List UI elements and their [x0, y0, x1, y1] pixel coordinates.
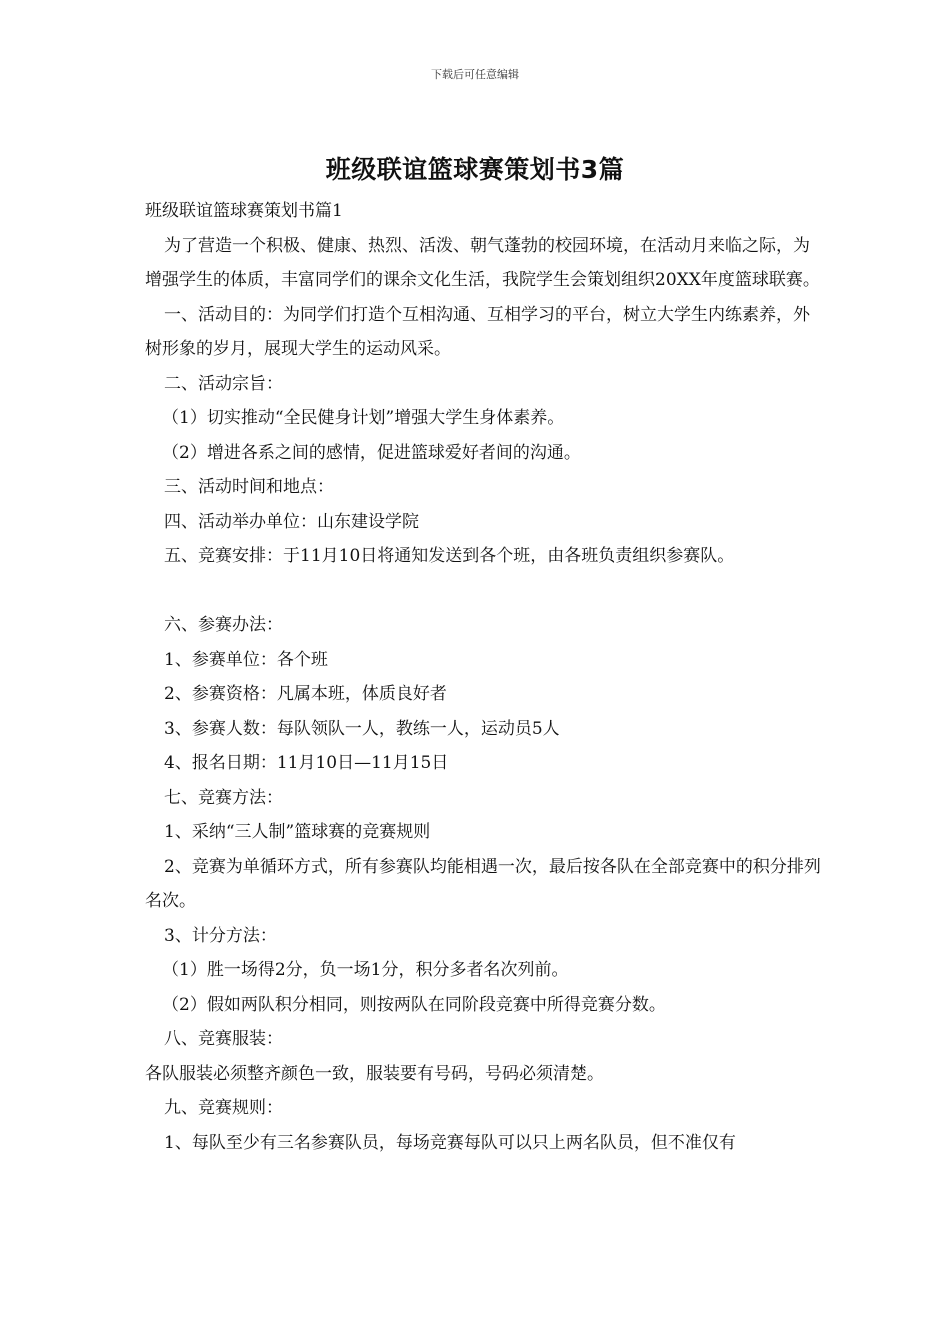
paragraph-uniform-text: 各队服装必须整齐颜色一致，服装要有号码，号码必须清楚。 [145, 1063, 604, 1084]
blank-line [145, 574, 825, 609]
paragraph-aim-1: （1）切实推动“全民健身计划”增强大学生身体素养。 [162, 408, 565, 428]
paragraph-schedule: 五、竞赛安排：于11月10日将通知发送到各个班，由各班负责组织参赛队。 [164, 546, 735, 566]
paragraph-purpose: 一、活动目的：为同学们打造个互相沟通、互相学习的平台，树立大学生内练素养，外树形象的岁月，展现大学生的运动风采。 [145, 304, 810, 359]
paragraph-entry-1: 1、参赛单位：各个班 [164, 649, 328, 670]
paragraph-aim-heading: 二、活动宗旨： [164, 373, 283, 394]
paragraph-entry-2: 2、参赛资格：凡属本班，体质良好者 [164, 684, 447, 704]
paragraph-method-3: 3、计分方法： [164, 925, 277, 946]
paragraph-organizer: 四、活动举办单位：山东建设学院 [164, 511, 419, 532]
paragraph-scoring-2: （2）假如两队积分相同，则按两队在同阶段竞赛中所得竞赛分数。 [162, 994, 666, 1015]
paragraph-rules-1: 1、每队至少有三名参赛队员，每场竞赛每队可以只上两名队员，但不准仅有 [164, 1132, 736, 1153]
paragraph-method-1: 1、采纳“三人制”篮球赛的竞赛规则 [164, 822, 431, 842]
paragraph-uniform-heading: 八、竞赛服装： [164, 1029, 283, 1049]
paragraph-intro: 为了营造一个积极、健康、热烈、活泼、朝气蓬勃的校园环境，在活动月来临之际，为增强学生的体质，丰富同学们的课余文化生活，我院学生会策划组织20XX年度篮球联赛。 [145, 235, 820, 290]
paragraph-scoring-1: （1）胜一场得2分，负一场1分，积分多者名次列前。 [162, 960, 569, 980]
paragraph-method-heading: 七、竞赛方法： [164, 787, 283, 808]
paragraph-time-place: 三、活动时间和地点： [164, 477, 334, 497]
document-title: 班级联谊篮球赛策划书3篇 [325, 155, 625, 184]
document-subtitle: 班级联谊篮球赛策划书篇1 [145, 201, 343, 221]
paragraph-rules-heading: 九、竞赛规则： [164, 1098, 283, 1118]
header-note: 下载后可任意编辑 [431, 68, 519, 81]
paragraph-method-2: 2、竞赛为单循环方式，所有参赛队均能相遇一次，最后按各队在全部竞赛中的积分排列名次。 [145, 856, 821, 911]
paragraph-aim-2: （2）增进各系之间的感情，促进篮球爱好者间的沟通。 [162, 442, 581, 463]
paragraph-entry-heading: 六、参赛办法： [164, 615, 283, 635]
paragraph-entry-4: 4、报名日期：11月10日—11月15日 [164, 753, 449, 773]
paragraph-entry-3: 3、参赛人数：每队领队一人，教练一人，运动员5人 [164, 718, 560, 739]
document-body [145, 194, 825, 1160]
